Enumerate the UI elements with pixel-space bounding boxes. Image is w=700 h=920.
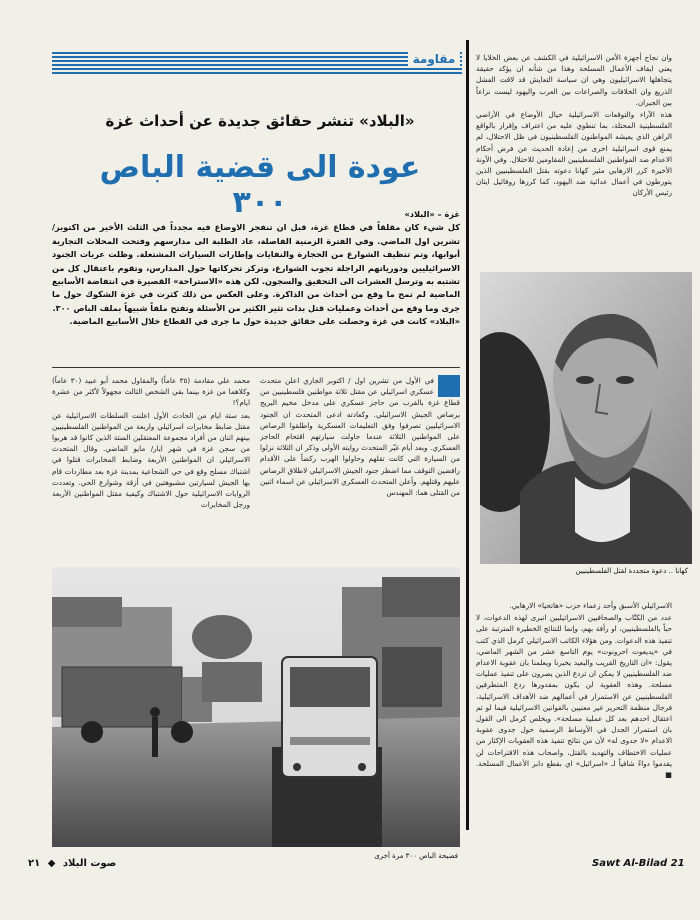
lead-paragraph: كل شيء كان مقلقاً في قطاع غزة، قبل ان تنفجر الاوضاع فيه مجدداً في الثلث الأخير من اكتوبر/ تشرين اول الماضي. وفي الفترة الزمنية الفاصلة، عاد الطلبة الى مدارسهم وفتحت المحلات التجارية أبوابها، وتم تنظيف الشوارع من الحجارة والنفايات وإطارات السيارات المشتعلة. وظلت عربات الجنود الاسرائيليين ودورياتهم الراجلة تجوب الشوارع، وتركز تحركاتها حول المدارس، وتقوم باعتقال كل من تشتبه به وترسل العشرات الى التحقيق والسجون. لكن هذه «الاستراحة» القصيرة في انتفاضة الأسابيع الماضية لم تمح ما وقع من أحداث من الذاكرة. وعلى العكس من ذلك كثرت في غزة الشكوك حول ما جرى وما وقع من أحداث وعمليات قتل بدات تثير الكثير من الأسئلة وتفتح ملفاً شبيهاً بملف الباص ٣٠٠.	[51, 222, 460, 313]
portrait-caption: كهانا .. دعوة متجددة لقتل الفلسطينيين	[575, 567, 688, 575]
supertitle: «البلاد» تنشر حقائق جديدة عن أحداث غزة	[105, 112, 415, 130]
footer-right	[592, 858, 685, 869]
lead-block	[52, 208, 460, 329]
lead-paragraph: «البلاد» كانت في غزة وحصلت على حقائق جديدة حول ما جرى في القطاع خلال الأسابيع الماضية.	[69, 316, 460, 327]
right-column-top	[476, 52, 672, 278]
left-column	[52, 375, 250, 563]
footer-left: صوت البلاد ◆ ٢١	[28, 858, 117, 869]
lead-separator	[52, 367, 460, 368]
column-divider	[466, 40, 469, 830]
portrait-image	[480, 272, 692, 564]
portrait-photo	[480, 272, 692, 564]
footer-magazine-en: Sawt Al-Bilad	[592, 858, 668, 869]
footer-page-en: 21	[670, 858, 685, 869]
street-caption: فضيحة الباص ٣٠٠ مرة أخرى	[374, 852, 458, 860]
street-image	[52, 567, 460, 847]
paragraph: وان نجاح أجهزة الأمن الاسرائيلية في الكشف عن بعض الخلايا لا يعني ايقاف الأعمال المسلحة وهذا من شأنه ان يؤكد حقيقة يتجاهلها الاسرائيليون وهي ان سياسة التعايش قد لاقت الفشل الذريع وان الخلافات والصراعات بين العرب واليهود ليست نزاعاً بين الجيران.	[476, 53, 672, 107]
dateline: غزة – «البلاد»	[404, 209, 460, 219]
footer-page-ar: ٢١	[28, 858, 41, 869]
paragraph: عدد من الكتّاب والصحافيين الاسرائيليين انبرى لهذه الدعوات، لا حباً بالفلسطينيين، او رأفة بهم، وإنما للنتائج الخطيرة المترتبة على تنفيذ هذه الدعوات. ومن هؤلاء الكاتب الاسرائيلي كرمل الذي كتب في «يديعوت احرونوت» يوم التاسع عشر من الشهر الماضي، يقول: «ان التاريخ القريب والبعيد يخبرنا ويعلمنا بان عقوبة الاعدام ضد الفلسطينيين لا يمكن ان تردع الذين يصرون على تنفيذ عمليات مسلحة. وهذه العقوبة لن يكون بمقدورها ردع المتطرفين الفلسطينيين عن الاستمرار في أعمالهم ضد الأهداف الاسرائيلية، فرجال منظمة التحرير غير معنيين بالقوانين الاسرائيلية فيما لو تم اعتقال احدهم بعد كل عملية مسلحة». ويخلص كرمل الى القول بان استمرار الجدل في الأوساط الرسمية حول جدوى عقوبة الاعدام «لا جدوى له» لأن من نتائج تنفيذ هذه العقوبات الإكثار من عمليات الاختطاف والتهديد بالقتل، واصحاب هذه الاقتراحات لن يقدموا دواءً شافياً لـ «اسرائيل» اي بقطع دابر الأعمال المسلحة. ■	[476, 613, 672, 780]
section-tag: مقاومة	[408, 50, 460, 68]
article-start-marker	[438, 375, 460, 397]
footer-magazine-ar: صوت البلاد	[62, 858, 117, 869]
right-column-bottom	[476, 600, 672, 866]
middle-column	[260, 375, 460, 563]
paragraph: الاسرائيلي الأسبق وأحد زعماء حزب «هاتحيا» الارهابي.	[509, 601, 672, 610]
paragraph: هذه الآراء والتوقعات الاسرائيلية حيال الأوضاع في الأراضي الفلسطينية المحتلة، بما تنطوي عليه من اعتراف وإقرار بالواقع الراهن الذي يعيشه المواطنون الفلسطينيون في ظل الاحتلال، لم يمنع قوى اسرائيلية اخرى من إعادة الحديث عن فرض أحكام الاعدام ضد المواطنين الفلسطينيين المقاومين للاحتلال. وفي الآونة الأخيرة كرر الارهابي مئير كهانا دعوته بقتل الفلسطينيين الذين يتورطون في أعمال عدائية ضد اليهود، كما كررها روفائيل ايتان رئيس الأركان	[476, 110, 672, 198]
paragraph: في الأول من تشرين اول / اكتوبر الجاري اعلن متحدث عسكري اسرائيلي عن مقتل ثلاثة مواطنين فلسطينيين من قطاع غزة بالقرب من حاجز عسكري على مدخل مخيم البريج برصاص الجيش الاسرائيلي. وكعادته ادعى المتحدث ان الجنود الاسرائيليين تصرفوا وفق التعليمات العسكرية واطلقوا الرصاص على المواطنين الثلاثة عندما حاولت سيارتهم اقتحام الحاجز العسكري. وبعد أيام غيّر المتحدث روايته الأولى وذكر ان الثلاثة نزلوا من السيارة التي كانت تقلهم وحاولوا الهرب ركضاً على الأقدام رافضين التوقف مما اضطر جنود الجيش الاسرائيلي لاطلاق الرصاص عليهم وقتلهم. وأعلن المتحدث العسكري الاسرائيلي عن اسماء اثنين من القتلى هما: المهندس	[260, 376, 460, 498]
paragraph: بعد ستة ايام من الحادث الأول اعلنت السلطات الاسرائيلية عن مقتل ضابط مخابرات اسرائيلي واربعة من المواطنين الفلسطينيين بينهم اثنان من أفراد مجموعة المعتقلين الستة الذين كانوا قد هربوا من سجن غزة في شهر ايار/ مايو الماضي. وقال المتحدث الاسرائيلي ان المواطنين الأربعة وضابط المخابرات قتلوا في اشتباك مسلح وقع في حي الشجاعية بمدينة غزة بعد مطاردات قام بها الجيش لسيارتين مشبوهتين في أزقة وشوارع الحي. وتعددت الروايات الاسرائيلية حول الاشتباك وكيفية مقتل المواطنين الأربعة ورجل المخابرات	[52, 410, 250, 510]
headline: عودة الى قضية الباص ٣٠٠	[99, 150, 421, 220]
paragraph: محمد علي مقادمة (٣٥ عاماً) والمقاول محمد أبو عبيد (٣٠ عاماً) وكلاهما من غزة بينما بقي الشخص الثالث مجهولاً لأكثر من عشرة ايام؟!	[52, 376, 250, 408]
street-photo	[52, 567, 460, 847]
header-stripes	[52, 52, 462, 74]
